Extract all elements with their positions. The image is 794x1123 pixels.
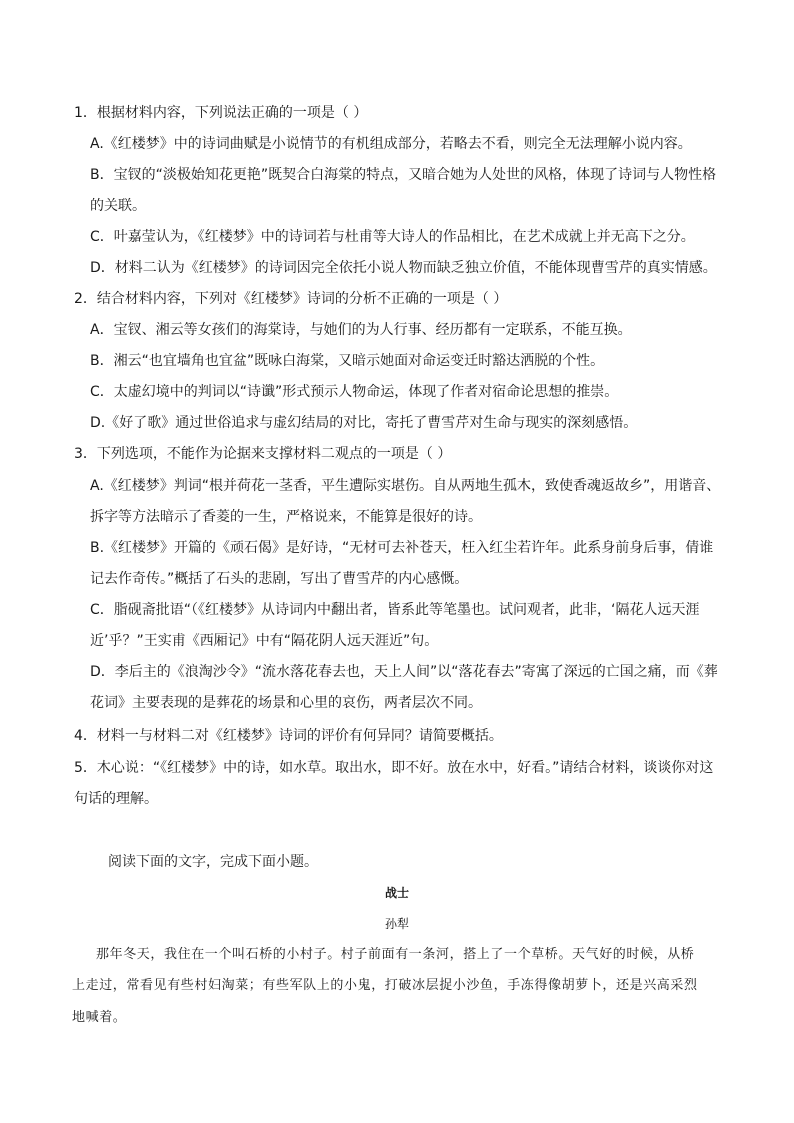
story-title: 战士 [384,886,409,900]
question-3-option-a: A.《红楼梦》判词“根并荷花一茎香，平生遭际实堪伤。自从两地生孤木，致使香魂返故乡”，用谐音、 [90,478,721,494]
question-3-option-b-cont: 记去作奇传。”概括了石头的悲剧，写出了曹雪芹的内心感慨。 [90,571,469,587]
question-3-option-c: C．脂砚斋批语“（《红楼梦》从诗词内中翻出者，皆系此等笔墨也。试问观者，此非，‘隔花人远天涯 [90,602,700,618]
question-1-stem: 1．根据材料内容，下列说法正确的一项是（ ） [74,105,368,121]
question-1-option-b-cont: 的关联。 [90,198,146,214]
story-paragraph-line-2: 上走过，常看见有些村妇淘菜；有些军队上的小鬼，打破冰层捉小沙鱼，手冻得像胡萝卜，还是兴高采烈 [72,978,698,993]
question-2-option-c: C．太虚幻境中的判词以“诗谶”形式预示人物命运，体现了作者对宿命论思想的推崇。 [90,384,619,400]
question-3-stem: 3．下列选项，不能作为论据来支撑材料二观点的一项是（ ） [74,446,452,462]
question-4-stem: 4．材料一与材料二对《红楼梦》诗词的评价有何异同？请简要概括。 [74,728,503,744]
question-1-option-b: B．宝钗的“淡极始知花更艳”既契合白海棠的特点，又暗合她为人处世的风格，体现了诗词与人物性格 [90,167,717,183]
question-1-option-a: A.《红楼梦》中的诗词曲赋是小说情节的有机组成部分，若略去不看，则完全无法理解小说内容。 [90,136,692,152]
question-3-option-b: B.《红楼梦》开篇的《顽石偈》是好诗，“无材可去补苍天，枉入红尘若许年。此系身前身后事，倩谁 [90,540,714,556]
question-2-option-b: B．湘云“也宜墙角也宜盆”既咏白海棠，又暗示她面对命运变迁时豁达洒脱的个性。 [90,353,605,369]
question-2-stem: 2．结合材料内容，下列对《红楼梦》诗词的分析不正确的一项是（ ） [74,291,508,307]
question-3-option-d-cont: 花词》主要表现的是葬花的场景和心里的哀伤，两者层次不同。 [90,695,482,711]
question-3-option-a-cont: 拆字等方法暗示了香菱的一生，严格说来，不能算是很好的诗。 [90,509,482,525]
question-2-option-a: A．宝钗、湘云等女孩们的海棠诗，与她们的为人行事、经历都有一定联系，不能互换。 [90,322,632,338]
story-paragraph-line-3: 地喊着。 [72,1010,127,1025]
reading-instruction: 阅读下面的文字，完成下面小题。 [108,854,318,870]
question-5-stem: 5．木心说：“《红楼梦》中的诗，如水草。取出水，即不好。放在水中，好看。”请结合材料，谈谈你对这 [74,760,714,776]
question-3-option-c-cont: 近’乎？”王实甫《西厢记》中有“隔花阴人远天涯近”句。 [90,633,439,649]
story-paragraph-line-1: 那年冬天，我住在一个叫石桥的小村子。村子前面有一条河，搭上了一个草桥。天气好的时候，从桥 [96,947,695,962]
question-1-option-d: D．材料二认为《红楼梦》的诗词因完全依托小说人物而缺乏独立价值，不能体现曹雪芹的真实情感。 [90,260,717,276]
story-author: 孙犁 [384,917,409,931]
question-2-option-d: D.《好了歌》通过世俗追求与虚幻结局的对比，寄托了曹雪芹对生命与现实的深刻感悟。 [90,415,638,431]
question-1-option-c: C．叶嘉莹认为，《红楼梦》中的诗词若与杜甫等大诗人的作品相比，在艺术成就上并无高下之分。 [90,229,695,245]
question-3-option-d: D．李后主的《浪淘沙令》“流水落花春去也，天上人间”以“落花春去”寄寓了深远的亡国之痛，而《葬 [90,664,718,680]
question-5-stem-cont: 句话的理解。 [74,791,158,807]
